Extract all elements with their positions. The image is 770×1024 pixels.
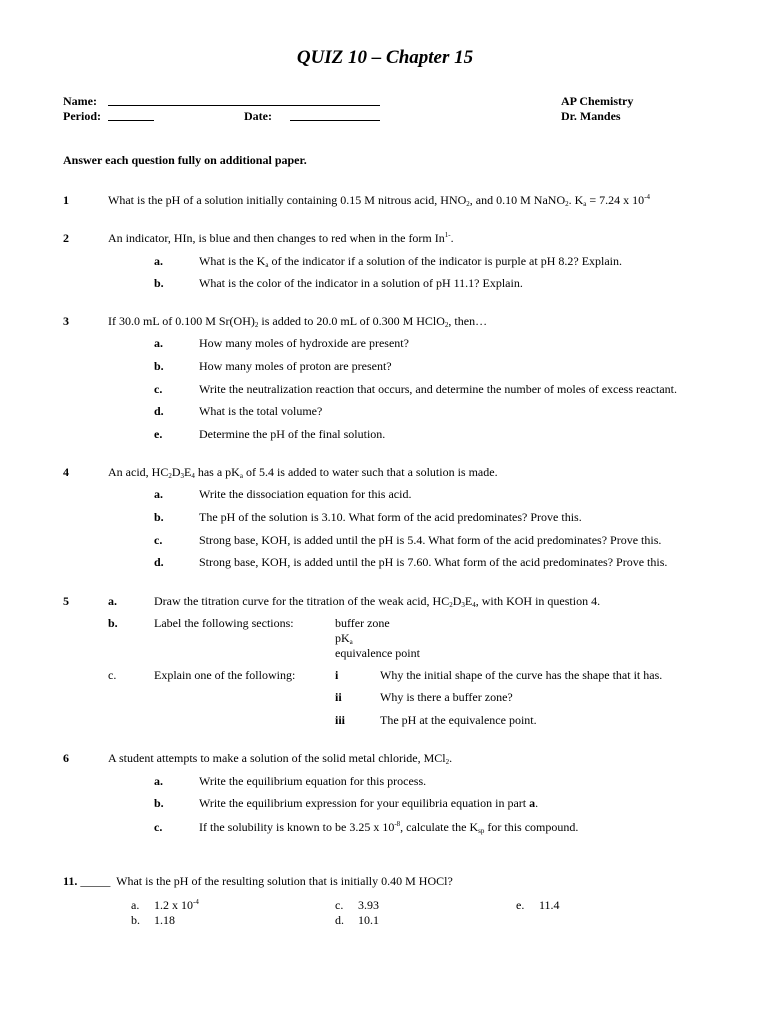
question-4d-text: Strong base, KOH, is added until the pH is 7.60. What form of the acid predominates? Prove this. <box>199 555 668 569</box>
choice-b-label: b. <box>131 913 140 927</box>
question-2-text: An indicator, HIn, is blue and then changes to red when in the form $In^{1-}$. <box>108 231 454 245</box>
question-5a-text: Draw the titration curve for the titration of the weak acid, $HC_2D_3E_4$, with KOH in question 4. <box>154 594 601 609</box>
page-title: QUIZ 10 – Chapter 15 <box>296 47 474 68</box>
course-name: AP Chemistry <box>561 94 634 108</box>
choice-c-text: 3.93 <box>358 898 379 912</box>
question-5b-text: Label the following sections: <box>154 616 294 630</box>
choice-c-label: c. <box>335 898 344 912</box>
question-6a-text: Write the equilibrium equation for this process. <box>199 774 427 788</box>
question-2a-text: What is the $K_a$ of the indicator if a solution of the indicator is purple at pH 8.2? Explain. <box>199 254 623 269</box>
choice-a-label: a. <box>131 898 140 912</box>
question-6-text: A student attempts to make a solution of the solid metal chloride, MCl$_2$. <box>108 751 453 766</box>
question-2b-text: What is the color of the indicator in a solution of pH 11.1? Explain. <box>199 276 523 290</box>
question-2-number: 2 <box>63 231 69 245</box>
question-5c-i-label: i <box>335 668 339 682</box>
question-3d-label: d. <box>154 404 164 418</box>
question-3-number: 3 <box>63 314 69 328</box>
question-5c-iii-text: The pH at the equivalence point. <box>380 713 537 727</box>
question-11-header: 11. _____ What is the pH of the resulting solution that is initially 0.40 M HOCl? <box>63 874 453 888</box>
question-5b-label: b. <box>108 616 118 630</box>
question-4c-text: Strong base, KOH, is added until the pH is 5.4. What form of the acid predominates? Prove this. <box>199 533 662 547</box>
question-5c-text: Explain one of the following: <box>154 668 296 682</box>
question-4b-label: b. <box>154 510 164 524</box>
question-5c-ii-label: ii <box>335 690 342 704</box>
question-6a-label: a. <box>154 774 163 788</box>
question-3d-text: What is the total volume? <box>199 404 323 418</box>
label-item-buffer-zone: buffer zone <box>335 616 390 630</box>
question-1-text: What is the pH of a solution initially containing 0.15 M nitrous acid, $HNO_2$, and 0.10 M NaNO$_2$. $K_a = 7.24$ x $10^{-4}$ <box>108 193 651 208</box>
question-4b-text: The pH of the solution is 3.10. What form of the acid predominates? Prove this. <box>199 510 582 524</box>
date-field[interactable] <box>290 109 380 121</box>
name-label: Name: <box>63 94 97 108</box>
question-4a-text: Write the dissociation equation for this acid. <box>199 487 412 501</box>
question-3a-text: How many moles of hydroxide are present? <box>199 336 409 350</box>
label-item-pka: $pK_a$ <box>335 631 353 646</box>
question-4c-label: c. <box>154 533 163 547</box>
question-3b-label: b. <box>154 359 164 373</box>
date-label: Date: <box>244 109 272 123</box>
question-3c-label: c. <box>154 382 163 396</box>
question-6b-text: Write the equilibrium expression for your equilibria equation in part a. <box>199 796 539 810</box>
choice-a-text: 1.2 x $10^{-4}$ <box>154 898 199 912</box>
answer-blank[interactable]: _____ <box>80 874 111 888</box>
label-item-equivalence-point: equivalence point <box>335 646 420 660</box>
question-6b-label: b. <box>154 796 164 810</box>
name-field[interactable] <box>108 94 380 106</box>
question-5c-ii-text: Why is there a buffer zone? <box>380 690 513 704</box>
question-3e-text: Determine the pH of the final solution. <box>199 427 386 441</box>
question-5c-label: c. <box>108 668 117 682</box>
question-5c-i-text: Why the initial shape of the curve has the shape that it has. <box>380 668 663 682</box>
instructions: Answer each question fully on additional paper. <box>63 153 307 167</box>
question-6c-text: If the solubility is known to be 3.25 x $10^{-8}$, calculate the $K_{sp}$ for this compound. <box>199 820 579 835</box>
question-1-number: 1 <box>63 193 69 207</box>
question-2b-label: b. <box>154 276 164 290</box>
question-6-number: 6 <box>63 751 69 765</box>
period-field[interactable] <box>108 109 154 121</box>
question-3c-text: Write the neutralization reaction that occurs, and determine the number of moles of excess reactant. <box>199 382 677 396</box>
choice-e-label: e. <box>516 898 525 912</box>
period-label: Period: <box>63 109 101 123</box>
question-5-number: 5 <box>63 594 69 608</box>
choice-d-text: 10.1 <box>358 913 379 927</box>
question-3e-label: e. <box>154 427 163 441</box>
question-3b-text: How many moles of proton are present? <box>199 359 392 373</box>
teacher-name: Dr. Mandes <box>561 109 621 123</box>
question-3-text: If 30.0 mL of 0.100 M $Sr(OH)_2$ is added to 20.0 mL of 0.300 M HClO$_2$, then… <box>108 314 488 329</box>
question-3a-label: a. <box>154 336 163 350</box>
question-5c-iii-label: iii <box>335 713 346 727</box>
choice-d-label: d. <box>335 913 344 927</box>
choice-b-text: 1.18 <box>154 913 175 927</box>
question-4d-label: d. <box>154 555 164 569</box>
question-5a-label: a. <box>108 594 117 608</box>
choice-e-text: 11.4 <box>539 898 560 912</box>
question-4-number: 4 <box>63 465 69 479</box>
question-4a-label: a. <box>154 487 163 501</box>
question-4-text: An acid, $HC_2D_3E_4$ has a $pK_a$ of 5.4 is added to water such that a solution is made. <box>108 465 498 480</box>
question-2a-label: a. <box>154 254 163 268</box>
question-6c-label: c. <box>154 820 163 834</box>
